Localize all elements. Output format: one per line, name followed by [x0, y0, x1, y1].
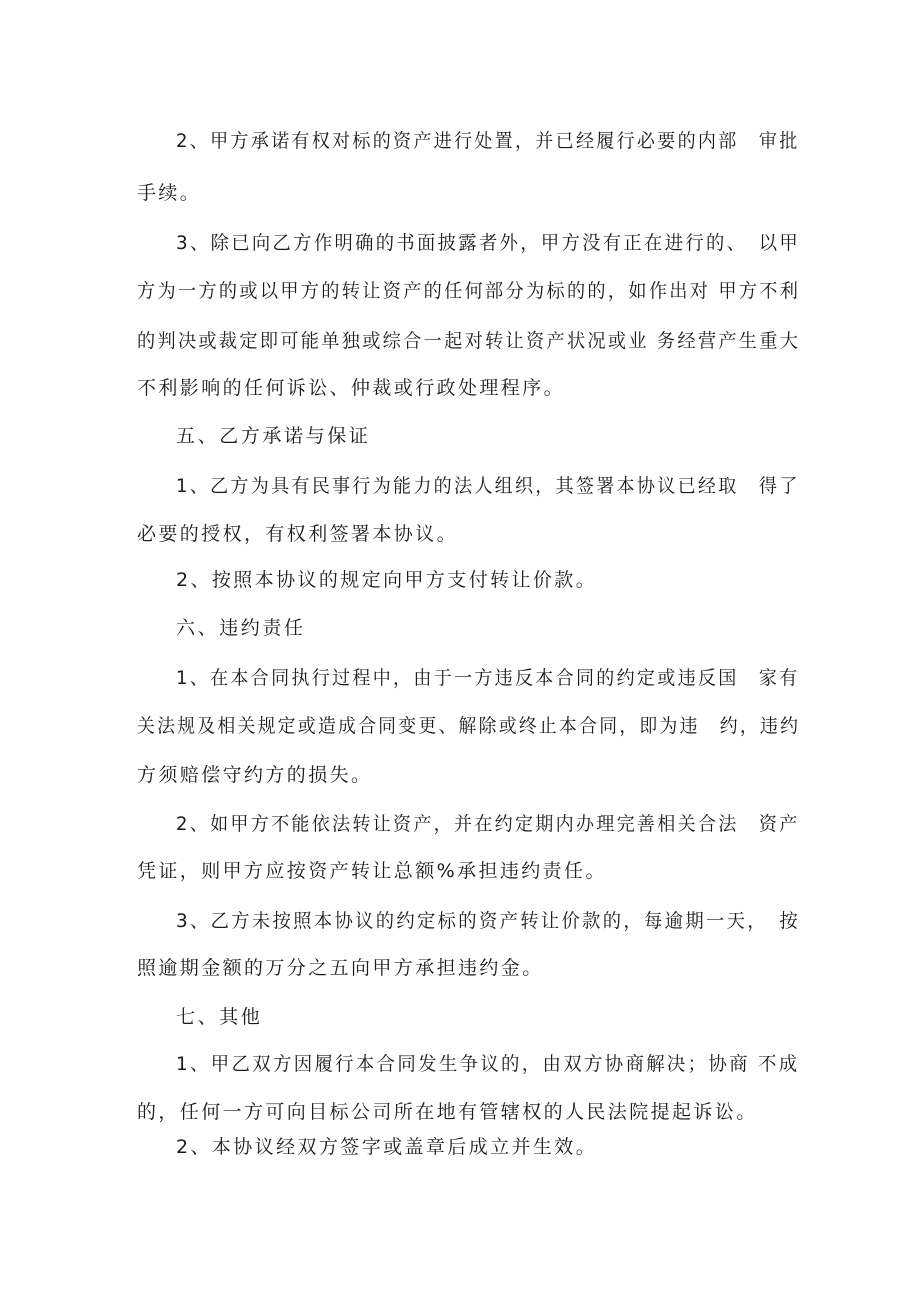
clause-4-2-line-2: 手续。	[137, 182, 202, 204]
clause-4-2-line-1: 2、甲方承诺有权对标的资产进行处置，并已经履行必要的内部 审批	[176, 130, 800, 152]
section-7-heading: 七、其他	[176, 1006, 263, 1028]
clause-4-3-line-2: 方为一方的或以甲方的转让资产的任何部分为标的的，如作出对 甲方不利	[137, 280, 801, 302]
clause-7-2: 2、本协议经双方签字或盖章后成立并生效。	[176, 1136, 598, 1158]
clause-4-3-line-3: 的判决或裁定即可能单独或综合一起对转让资产状况或业 务经营产生重大	[137, 330, 801, 352]
clause-6-2-line-2: 凭证，则甲方应按资产转让总额%承担违约责任。	[137, 860, 607, 882]
clause-6-1-line-1: 1、在本合同执行过程中，由于一方违反本合同的约定或违反国 家有	[176, 667, 800, 689]
clause-7-1-line-1: 1、甲乙双方因履行本合同发生争议的，由双方协商解决；协商 不成	[176, 1053, 800, 1075]
section-5-heading: 五、乙方承诺与保证	[176, 425, 371, 447]
clause-6-1-line-3: 方须赔偿守约方的损失。	[137, 764, 373, 786]
clause-5-1-line-1: 1、乙方为具有民事行为能力的法人组织，其签署本协议已经取 得了	[176, 475, 800, 497]
clause-4-3-line-4: 不利影响的任何诉讼、仲裁或行政处理程序。	[137, 377, 566, 399]
clause-7-1-line-2: 的，任何一方可向目标公司所在地有管辖权的人民法院提起诉讼。	[137, 1101, 758, 1123]
clause-5-2: 2、按照本协议的规定向甲方支付转让价款。	[176, 569, 598, 591]
clause-6-1-line-2: 关法规及相关规定或造成合同变更、解除或终止本合同，即为违 约，违约	[137, 715, 801, 737]
clause-6-2-line-1: 2、如甲方不能依法转让资产，并在约定期内办理完善相关合法 资产	[176, 813, 800, 835]
clause-5-1-line-2: 必要的授权，有权利签署本协议。	[137, 523, 459, 545]
clause-6-3-line-1: 3、乙方未按照本协议的约定标的资产转让价款的，每逾期一天， 按	[176, 910, 801, 932]
section-6-heading: 六、违约责任	[176, 617, 306, 639]
clause-6-3-line-2: 照逾期金额的万分之五向甲方承担违约金。	[137, 957, 544, 979]
clause-4-3-line-1: 3、除已向乙方作明确的书面披露者外，甲方没有正在进行的、 以甲	[176, 232, 801, 254]
